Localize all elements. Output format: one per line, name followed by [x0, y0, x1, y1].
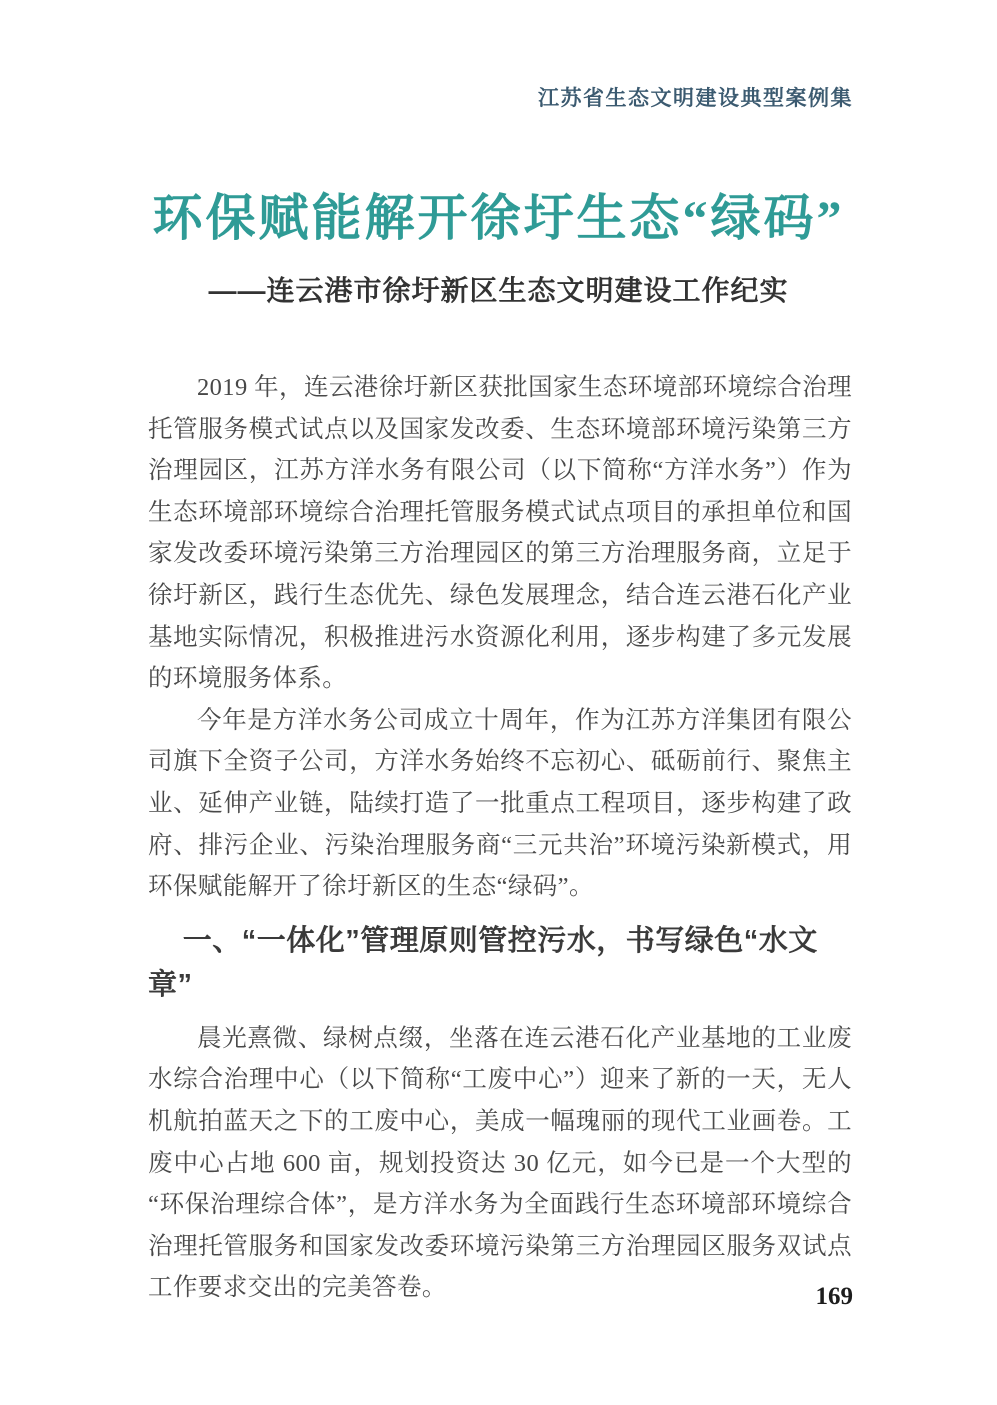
paragraph-3: 晨光熹微、绿树点缀，坐落在连云港石化产业基地的工业废水综合治理中心（以下简称“工废中心”）迎来了新的一天，无人机航拍蓝天之下的工废中心，美成一幅瑰丽的现代工业画卷。工废中心占地 600 亩，规划投资达 30 亿元，如今已是一个大型的“环保治理综合体”，是方洋水务为全面践行生态环境部环境综合治理托管服务和国家发改委环境污染第三方治理园区服务双试点工作要求交出的完美答卷。	[148, 1024, 852, 1302]
section-heading-1: 一、“一体化”管理原则管控污水，书写绿色“水文章”	[148, 924, 818, 1001]
paragraph-1: 2019 年，连云港徐圩新区获批国家生态环境部环境综合治理托管服务模式试点以及国家发改委、生态环境部环境污染第三方治理园区，江苏方洋水务有限公司（以下简称“方洋水务”）作为生态环境部环境综合治理托管服务模式试点项目的承担单位和国家发改委环境污染第三方治理园区的第三方治理服务商，立足于徐圩新区，践行生态优先、绿色发展理念，结合连云港石化产业基地实际情况，积极推进污水资源化利用，逐步构建了多元发展的环境服务体系。	[148, 374, 852, 693]
body-text	[148, 367, 852, 1309]
running-header: 江苏省生态文明建设典型案例集	[538, 86, 853, 110]
paragraph-2: 今年是方洋水务公司成立十周年，作为江苏方洋集团有限公司旗下全资子公司，方洋水务始终不忘初心、砥砺前行、聚焦主业、延伸产业链，陆续打造了一批重点工程项目，逐步构建了政府、排污企业、污染治理服务商“三元共治”环境污染新模式，用环保赋能解开了徐圩新区的生态“绿码”。	[148, 706, 852, 901]
page-number: 169	[815, 1283, 853, 1310]
page-subtitle: ——连云港市徐圩新区生态文明建设工作纪实	[208, 275, 789, 306]
page-title: 环保赋能解开徐圩生态“绿码”	[152, 190, 845, 246]
